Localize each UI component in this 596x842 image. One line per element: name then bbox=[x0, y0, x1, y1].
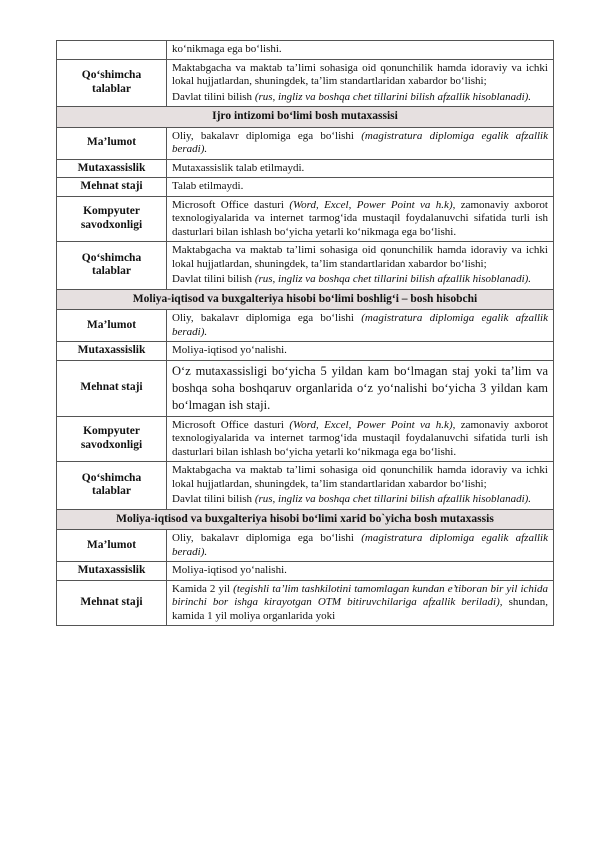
table-row bbox=[57, 41, 554, 60]
row-value: Talab etilmaydi. bbox=[167, 178, 554, 197]
table-row bbox=[57, 562, 554, 581]
italic-text: (rus, ingliz va boshqa chet tillarini bilish afzallik hisoblanadi). bbox=[254, 90, 532, 103]
row-value bbox=[167, 416, 554, 462]
row-value bbox=[167, 242, 554, 290]
row-value bbox=[167, 462, 554, 510]
row-label: Ma’lumot bbox=[57, 530, 167, 562]
text: , zamonaviy axborot texnologiyalarida va internet tarmog‘ida mustaqil foydalanuvchi sifatida turli ish dasturlari bilan ishlash bo‘yicha yetarli ko‘nikmaga ega bo‘lishi. bbox=[172, 198, 548, 238]
italic-text: (rus, ingliz va boshqa chet tillarini bilish afzallik hisoblanadi). bbox=[254, 493, 532, 505]
section-heading: Moliya-iqtisod va buxgalteriya hisobi bo‘limi xarid bo`yicha bosh mutaxassis bbox=[57, 509, 554, 530]
paragraph: Maktabgacha va maktab ta’limi sohasiga oid qonunchilik hamda idoraviy va ichki lokal hujjatlardan, shuningdek, ta’lim standartlaridan xabardor bo‘lishi; bbox=[172, 61, 548, 87]
text: shundan, kamida 1 yil moliya organlarida yoki bbox=[172, 596, 548, 622]
text: Davlat tilini bilish bbox=[172, 273, 255, 285]
row-label: Mutaxassislik bbox=[57, 342, 167, 361]
table-row bbox=[57, 242, 554, 290]
row-value bbox=[167, 127, 554, 159]
row-label: Ma’lumot bbox=[57, 127, 167, 159]
section-header-row bbox=[57, 509, 554, 530]
text: Oliy, bakalavr diplomiga ega bo‘lishi bbox=[172, 129, 362, 142]
italic-text: (magistratura diplomiga egalik afzallik beradi). bbox=[172, 129, 548, 155]
paragraph bbox=[172, 493, 548, 507]
row-label: Kompyuter savodxonligi bbox=[57, 416, 167, 462]
row-value bbox=[167, 580, 554, 626]
text: Microsoft Office dasturi bbox=[172, 418, 290, 431]
paragraph: Maktabgacha va maktab ta’limi sohasiga oid qonunchilik hamda idoraviy va ichki lokal hujjatlardan, shuningdek, ta’lim standartlaridan xabardor bo‘lishi; bbox=[172, 464, 548, 490]
table-row bbox=[57, 462, 554, 510]
row-value: Moliya-iqtisod yo‘nalishi. bbox=[167, 342, 554, 361]
row-label: Mutaxassislik bbox=[57, 562, 167, 581]
paragraph bbox=[172, 273, 548, 287]
row-label: Mehnat staji bbox=[57, 580, 167, 626]
table-row bbox=[57, 310, 554, 342]
text: Kamida 2 yil bbox=[172, 582, 234, 595]
table-row bbox=[57, 159, 554, 178]
italic-text: (rus, ingliz va boshqa chet tillarini bilish afzallik hisoblanadi). bbox=[254, 273, 532, 285]
row-label: Mehnat staji bbox=[57, 360, 167, 416]
row-value: Moliya-iqtisod yo‘nalishi. bbox=[167, 562, 554, 581]
row-label: Mehnat staji bbox=[57, 178, 167, 197]
row-label: Ma’lumot bbox=[57, 310, 167, 342]
table-row bbox=[57, 530, 554, 562]
table-row bbox=[57, 178, 554, 197]
table-row bbox=[57, 59, 554, 107]
table-row bbox=[57, 416, 554, 462]
row-label: Qo‘shimcha talablar bbox=[57, 242, 167, 290]
text: Microsoft Office dasturi bbox=[172, 198, 290, 211]
table-row bbox=[57, 360, 554, 416]
text: Davlat tilini bilish bbox=[172, 90, 255, 103]
table-row bbox=[57, 127, 554, 159]
section-header-row bbox=[57, 289, 554, 310]
table-row bbox=[57, 196, 554, 242]
table-row bbox=[57, 580, 554, 626]
text: Davlat tilini bilish bbox=[172, 493, 255, 505]
row-label: Mutaxassislik bbox=[57, 159, 167, 178]
section-header-row bbox=[57, 107, 554, 128]
section-heading: Ijro intizomi bo‘limi bosh mutaxassisi bbox=[57, 107, 554, 128]
italic-text: (tegishli ta’lim tashkilotini tamomlagan kundan e’tiboran bir yil ichida birinchi bor ishga kirayotgan OTM bitiruvchilariga afzallik beriladi), bbox=[172, 582, 548, 608]
table-row bbox=[57, 342, 554, 361]
row-value bbox=[167, 196, 554, 242]
text: , zamonaviy axborot texnologiyalarida va internet tarmog‘ida mustaqil foydalanuvchi sifatida turli ish dasturlari bilan ishlash bo‘yicha yetarli ko‘nikmaga ega bo‘lishi. bbox=[172, 418, 548, 458]
paragraph bbox=[172, 91, 548, 105]
row-label: Qo‘shimcha talablar bbox=[57, 462, 167, 510]
requirements-table bbox=[56, 40, 554, 626]
paragraph: Maktabgacha va maktab ta’limi sohasiga oid qonunchilik hamda idoraviy va ichki lokal hujjatlardan, shuningdek, ta’lim standartlaridan xabardor bo‘lishi; bbox=[172, 244, 548, 270]
italic-text: (Word, Excel, Power Point va h.k) bbox=[289, 418, 453, 431]
row-label bbox=[57, 41, 167, 60]
row-value: O‘z mutaxassisligi bo‘yicha 5 yildan kam bo‘lmagan staj yoki ta’lim va boshqa soha boshqaruv organlarida o‘z yo‘nalishi bo‘yicha 3 yildan kam bo‘lmagan ish staji. bbox=[167, 360, 554, 416]
italic-text: (Word, Excel, Power Point va h.k) bbox=[289, 198, 453, 211]
row-label: Qo‘shimcha talablar bbox=[57, 59, 167, 107]
row-value: Mutaxassislik talab etilmaydi. bbox=[167, 159, 554, 178]
italic-text: (magistratura diplomiga egalik afzallik beradi). bbox=[172, 312, 548, 338]
section-heading: Moliya-iqtisod va buxgalteriya hisobi bo‘limi boshlig‘i – bosh hisobchi bbox=[57, 289, 554, 310]
text: Oliy, bakalavr diplomiga ega bo‘lishi bbox=[172, 532, 362, 544]
row-value bbox=[167, 59, 554, 107]
row-value bbox=[167, 310, 554, 342]
row-label: Kompyuter savodxonligi bbox=[57, 196, 167, 242]
text: Oliy, bakalavr diplomiga ega bo‘lishi bbox=[172, 312, 362, 324]
row-value: ko‘nikmaga ega bo‘lishi. bbox=[167, 41, 554, 60]
row-value bbox=[167, 530, 554, 562]
italic-text: (magistratura diplomiga egalik afzallik beradi). bbox=[172, 532, 548, 558]
